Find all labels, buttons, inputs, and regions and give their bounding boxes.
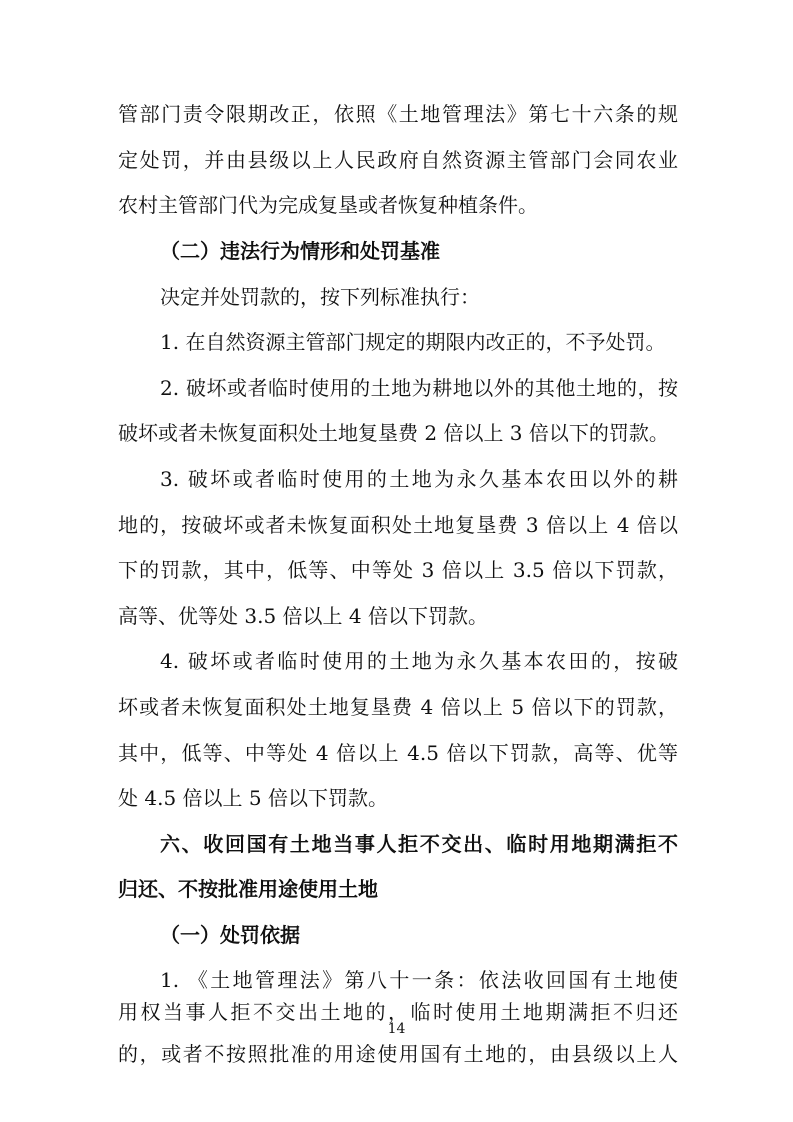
body-text-line: 高等、优等处 3.5 倍以上 4 倍以下罚款。: [118, 604, 488, 628]
list-item-line: 4. 破坏或者临时使用的土地为永久基本农田的，按破: [160, 649, 678, 673]
section-heading-continuation: 归还、不按批准用途使用土地: [118, 877, 378, 901]
subsection-heading: （二）违法行为情形和处罚基准: [160, 239, 440, 263]
list-item-line: 1. 在自然资源主管部门规定的期限内改正的，不予处罚。: [160, 330, 666, 354]
body-text-line: 的，或者不按照批准的用途使用国有土地的，由县级以上人: [118, 1042, 678, 1066]
body-text-line: 用权当事人拒不交出土地的，临时使用土地期满拒不归还: [118, 1000, 678, 1024]
body-text-line: 地的，按破坏或者未恢复面积处土地复垦费 3 倍以上 4 倍以: [118, 513, 678, 537]
list-item-line: 3. 破坏或者临时使用的土地为永久基本农田以外的耕: [160, 467, 678, 491]
body-text-line: 决定并处罚款的，按下列标准执行：: [160, 285, 480, 309]
section-heading: 六、收回国有土地当事人拒不交出、临时用地期满拒不: [160, 832, 678, 856]
body-text-line: 定处罚，并由县级以上人民政府自然资源主管部门会同农业: [118, 148, 678, 172]
list-item-line: 1. 《土地管理法》第八十一条：依法收回国有土地使: [160, 968, 678, 992]
body-text-line: 其中，低等、中等处 4 倍以上 4.5 倍以下罚款，高等、优等: [118, 741, 678, 765]
body-text-line: 处 4.5 倍以上 5 倍以下罚款。: [118, 786, 388, 810]
body-text-line: 破坏或者未恢复面积处土地复垦费 2 倍以上 3 倍以下的罚款。: [118, 421, 669, 445]
body-text-line: 农村主管部门代为完成复垦或者恢复种植条件。: [118, 193, 538, 217]
page-number: 14: [387, 1021, 406, 1037]
subsection-heading: （一）处罚依据: [160, 923, 300, 947]
body-text-line: 管部门责令限期改正，依照《土地管理法》第七十六条的规: [118, 102, 678, 126]
body-text-line: 坏或者未恢复面积处土地复垦费 4 倍以上 5 倍以下的罚款，: [118, 695, 678, 719]
body-text-line: 下的罚款，其中，低等、中等处 3 倍以上 3.5 倍以下罚款，: [118, 558, 678, 582]
list-item-line: 2. 破坏或者临时使用的土地为耕地以外的其他土地的，按: [160, 376, 678, 400]
